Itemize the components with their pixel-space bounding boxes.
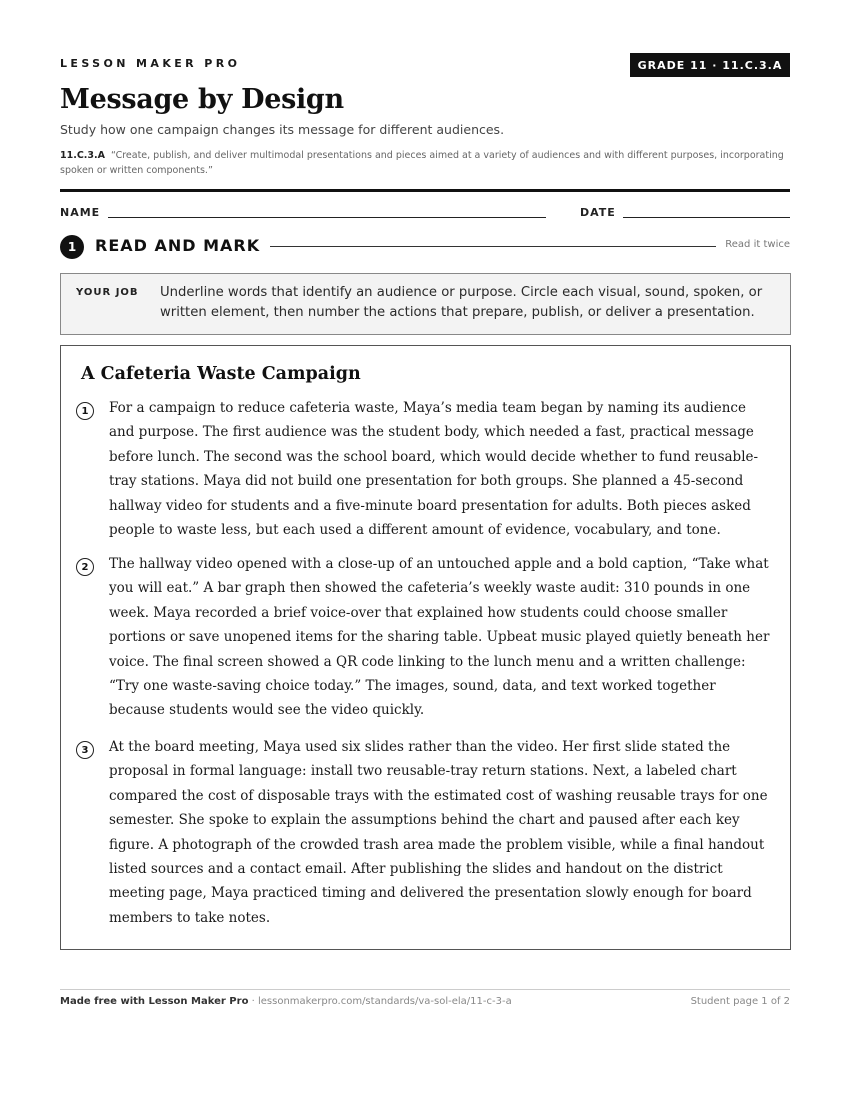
standard-code: 11.C.3.A	[60, 150, 105, 161]
section-note: Read it twice	[725, 239, 790, 250]
paragraph-text: At the board meeting, Maya used six slides rather than the video. Her first slide stated the proposal in formal language: install two reusable-tray return stations. Next, a labeled chart compared the cost of disposable trays with the estimated cost of washing reusable trays for one semester. She spoke to explain the assumptions behind the chart and paused after each key figure. A photograph of the crowded trash area made the problem visible, while a final handout listed sources and a contact email. After publishing the slides and handout on the district meeting page, Maya practiced timing and delivered the presentation slowly enough for board members to take notes.	[109, 739, 768, 926]
standard-statement	[60, 148, 790, 178]
passage-title: A Cafeteria Waste Campaign	[81, 364, 361, 384]
job-text: Underline words that identify an audience or purpose. Circle each visual, sound, spoken, or written element, then number the actions that prepare, publish, or deliver a presentation.	[160, 285, 763, 320]
paragraph-number: 2	[76, 558, 94, 576]
paragraph-text: The hallway video opened with a close-up of an untouched apple and a bold caption, “Take what you will eat.” A bar graph then showed the cafeteria’s weekly waste audit: 310 pounds in one week. Maya recorded a brief voice-over that explained how students could choose smaller portions or save unopened items for the sharing table. Upbeat music played quietly beneath her voice. The final screen showed a QR code linking to the lunch menu and a written challenge: “Try one waste-saving choice today.” The images, sound, data, and text worked together because students would see the video quickly.	[109, 556, 770, 719]
date-field-line[interactable]	[623, 217, 790, 218]
section-divider	[270, 246, 716, 247]
footer-url[interactable]: · lessonmakerpro.com/standards/va-sol-ela/11-c-3-a	[248, 996, 512, 1007]
name-label: NAME	[60, 206, 101, 219]
footer-divider	[60, 989, 790, 990]
page-title: Message by Design	[60, 84, 344, 115]
paragraph-number: 3	[76, 741, 94, 759]
section-number-badge: 1	[60, 235, 84, 259]
brand-wordmark: LESSON MAKER PRO	[60, 57, 241, 70]
name-field-line[interactable]	[108, 217, 546, 218]
footer-made-with: Made free with Lesson Maker Pro	[60, 996, 249, 1007]
job-label: YOUR JOB	[76, 287, 139, 298]
reading-passage	[60, 345, 791, 950]
standard-text: “Create, publish, and deliver multimodal presentations and pieces aimed at a variety of audiences and with different purposes, incorporating spoken or written components.”	[60, 150, 784, 176]
grade-badge: GRADE 11 · 11.C.3.A	[630, 53, 790, 77]
header-divider	[60, 189, 790, 192]
footer-credit	[60, 996, 512, 1007]
paragraph-text: For a campaign to reduce cafeteria waste, Maya’s media team began by naming its audience and purpose. The first audience was the student body, which needed a fast, practical message before lunch. The second was the school board, which would decide whether to fund reusable-tray stations. Maya did not build one presentation for both groups. She planned a 45-second hallway video for students and a five-minute board presentation for adults. Both pieces asked people to waste less, but each used a different amount of evidence, vocabulary, and tone.	[109, 400, 759, 539]
footer-page-number: Student page 1 of 2	[690, 996, 790, 1007]
job-instructions-box	[60, 273, 791, 335]
date-label: DATE	[580, 206, 616, 219]
section-title: READ AND MARK	[95, 236, 261, 255]
page-subtitle: Study how one campaign changes its message for different audiences.	[60, 122, 505, 137]
paragraph-number: 1	[76, 402, 94, 420]
